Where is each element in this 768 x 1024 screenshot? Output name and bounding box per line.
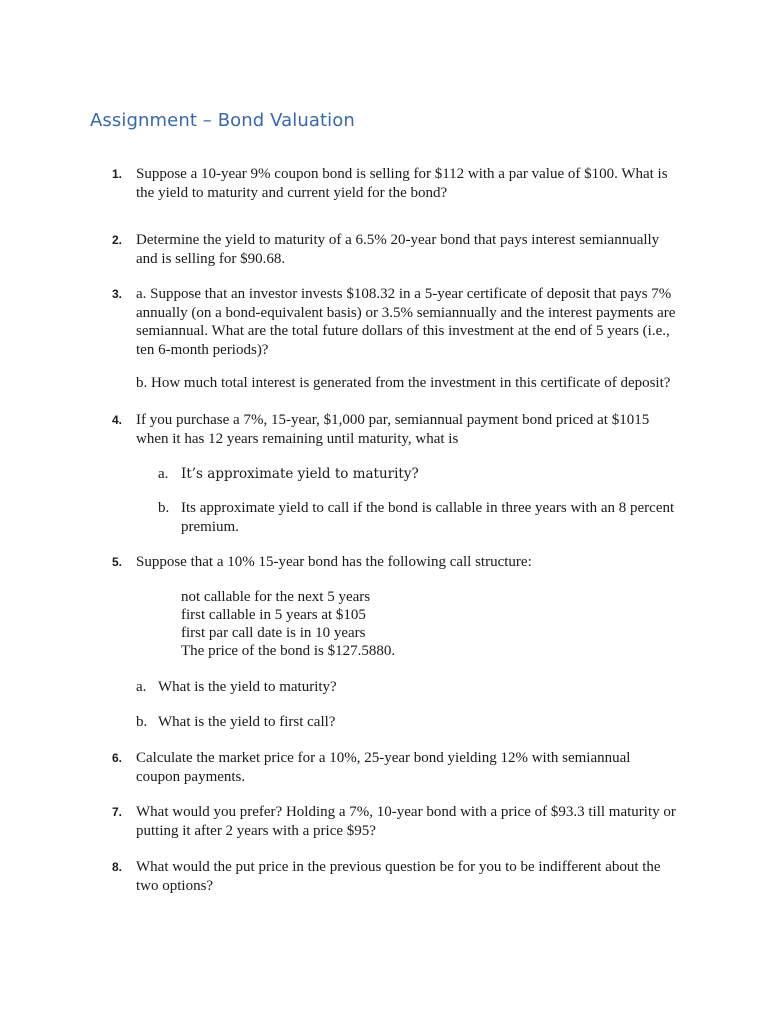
question-number: 7. (112, 805, 123, 819)
question-text: a. Suppose that an investor invests $108.32 in a 5-year certificate of deposit that pays 7% annually (on a bond-equivalent basis) or 3.5% semiannually and the interest payments are semiannual. What are the total future dollars of this investment at the end of 5 years (i.e., ten 6-month periods)? (136, 286, 676, 358)
sub-question-letter: b. (136, 714, 148, 730)
question-text: Suppose a 10-year 9% coupon bond is selling for $112 with a par value of $100. What is the yield to maturity and current yield for the bond? (136, 166, 668, 201)
question-number: 3. (112, 287, 123, 301)
page-title: Assignment – Bond Valuation (90, 110, 355, 131)
question-text: What would you prefer? Holding a 7%, 10-year bond with a price of $93.3 till maturity or putting it after 2 years with a price $95? (136, 804, 676, 839)
sub-question-letter: b. (158, 500, 170, 516)
sub-question-letter: a. (136, 679, 147, 695)
sub-question-text: It’s approximate yield to maturity? (181, 466, 419, 482)
call-structure-line: first callable in 5 years at $105 (181, 607, 366, 623)
question-text: If you purchase a 7%, 15-year, $1,000 par, semiannual payment bond priced at $1015 when it has 12 years remaining until maturity, what is (136, 412, 650, 447)
question-number: 2. (112, 233, 123, 247)
question-number: 6. (112, 751, 123, 765)
question-number: 5. (112, 555, 123, 569)
question-text: What would the put price in the previous question be for you to be indifferent about the two options? (136, 859, 661, 894)
question-text: Suppose that a 10% 15-year bond has the following call structure: (136, 554, 532, 570)
sub-question-letter: a. (158, 466, 169, 482)
sub-question-text: What is the yield to maturity? (158, 679, 337, 695)
sub-question-text: What is the yield to first call? (158, 714, 336, 730)
call-structure-line: The price of the bond is $127.5880. (181, 643, 396, 659)
call-structure-line: first par call date is in 10 years (181, 625, 366, 641)
question-part-b: b. How much total interest is generated from the investment in this certificate of deposit? (136, 375, 671, 391)
question-text: Determine the yield to maturity of a 6.5% 20-year bond that pays interest semiannually and is selling for $90.68. (136, 232, 660, 267)
sub-question-text: Its approximate yield to call if the bond is callable in three years with an 8 percent premium. (181, 500, 675, 535)
question-number: 8. (112, 860, 123, 874)
question-number: 1. (112, 167, 123, 181)
call-structure-line: not callable for the next 5 years (181, 589, 371, 605)
question-text: Calculate the market price for a 10%, 25-year bond yielding 12% with semiannual coupon payments. (136, 750, 631, 785)
question-number: 4. (112, 413, 123, 427)
